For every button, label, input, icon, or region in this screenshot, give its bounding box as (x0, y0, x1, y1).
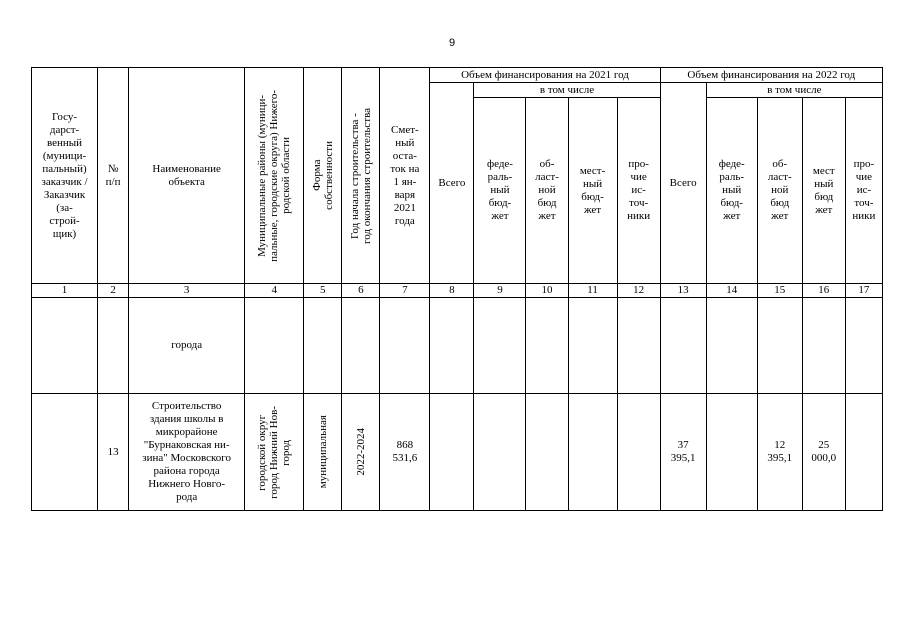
cell-local-2021 (568, 394, 617, 511)
hdr-regional-2022: об- ласт- ной бюд жет (757, 98, 802, 284)
col-number: 3 (129, 284, 245, 298)
cell-regional-2021 (526, 298, 568, 394)
hdr-including-2022: в том числе (706, 83, 882, 98)
hdr-other-2021: про- чие ис- точ- ники (617, 98, 660, 284)
col-number: 1 (32, 284, 98, 298)
cell-other-2021 (617, 394, 660, 511)
cell-local-2022: 25 000,0 (802, 394, 845, 511)
cell-federal-2022 (706, 298, 757, 394)
hdr-federal-2021: федe- раль- ный бюд- жет (474, 98, 526, 284)
table-row (32, 394, 883, 511)
hdr-total-2021: Всего (430, 83, 474, 284)
col-number: 9 (474, 284, 526, 298)
cell-regional-2022: 12 395,1 (757, 394, 802, 511)
cell-regional-2021 (526, 394, 568, 511)
cell-federal-2021 (474, 298, 526, 394)
hdr-federal-2022: федe- раль- ный бюд- жет (706, 98, 757, 284)
cell-object-name: города (129, 298, 245, 394)
cell-federal-2021 (474, 394, 526, 511)
cell-years (342, 298, 380, 394)
col-number: 4 (245, 284, 304, 298)
col-number: 16 (802, 284, 845, 298)
col-number: 6 (342, 284, 380, 298)
hdr-customer: Госу- дарст- венный (муници- пальный) заказчик / Заказчик (за- строй- щик) (32, 68, 98, 284)
cell-years: 2022-2024 (342, 394, 380, 511)
col-number: 15 (757, 284, 802, 298)
cell-other-2022 (845, 298, 882, 394)
col-number: 5 (304, 284, 342, 298)
hdr-object-name: Наименование объекта (129, 68, 245, 284)
cell-regional-2022 (757, 298, 802, 394)
hdr-funding-2022: Объем финансирования на 2022 год (660, 68, 882, 83)
hdr-ownership: Форма собственности (304, 68, 342, 284)
col-number: 17 (845, 284, 882, 298)
table-row (32, 298, 883, 394)
hdr-funding-2021: Объем финансирования на 2021 год (430, 68, 660, 83)
col-number: 10 (526, 284, 568, 298)
cell-ownership (304, 298, 342, 394)
page-number: 9 (448, 37, 456, 49)
cell-estimate: 868 531,6 (380, 394, 430, 511)
cell-other-2022 (845, 394, 882, 511)
col-number: 2 (98, 284, 129, 298)
cell-municipality: городской округ город Нижний Нов- город (245, 394, 304, 511)
cell-total-2022: 37 395,1 (660, 394, 706, 511)
cell-customer (32, 394, 98, 511)
cell-ownership: муниципальная (304, 394, 342, 511)
cell-federal-2022 (706, 394, 757, 511)
cell-other-2021 (617, 298, 660, 394)
cell-local-2022 (802, 298, 845, 394)
col-number: 7 (380, 284, 430, 298)
hdr-regional-2021: об- ласт- ной бюд жет (526, 98, 568, 284)
hdr-municipality: Муниципальные районы (муници- пальные, городские округа) Нижего- родской области (245, 68, 304, 284)
cell-total-2021 (430, 394, 474, 511)
hdr-estimate: Смет- ный оста- ток на 1 ян- варя 2021 года (380, 68, 430, 284)
col-number: 14 (706, 284, 757, 298)
cell-customer (32, 298, 98, 394)
hdr-years: Год начала строительства - год окончания строительства (342, 68, 380, 284)
cell-object-name: Строительство здания школы в микрорайоне "Бурнаковская ни- зина" Московского района города Нижнего Новго- рода (129, 394, 245, 511)
column-number-row (32, 284, 883, 298)
hdr-local-2022: мест ный бюд жет (802, 98, 845, 284)
col-number: 12 (617, 284, 660, 298)
cell-local-2021 (568, 298, 617, 394)
hdr-other-2022: про- чие ис- точ- ники (845, 98, 882, 284)
col-number: 11 (568, 284, 617, 298)
col-number: 13 (660, 284, 706, 298)
cell-num: 13 (98, 394, 129, 511)
hdr-local-2021: мест- ный бюд- жет (568, 98, 617, 284)
col-number: 8 (430, 284, 474, 298)
cell-num (98, 298, 129, 394)
hdr-num: № п/п (98, 68, 129, 284)
cell-total-2021 (430, 298, 474, 394)
cell-estimate (380, 298, 430, 394)
cell-total-2022 (660, 298, 706, 394)
hdr-including-2021: в том числе (474, 83, 660, 98)
financing-table (31, 67, 883, 511)
cell-municipality (245, 298, 304, 394)
hdr-total-2022: Всего (660, 83, 706, 284)
